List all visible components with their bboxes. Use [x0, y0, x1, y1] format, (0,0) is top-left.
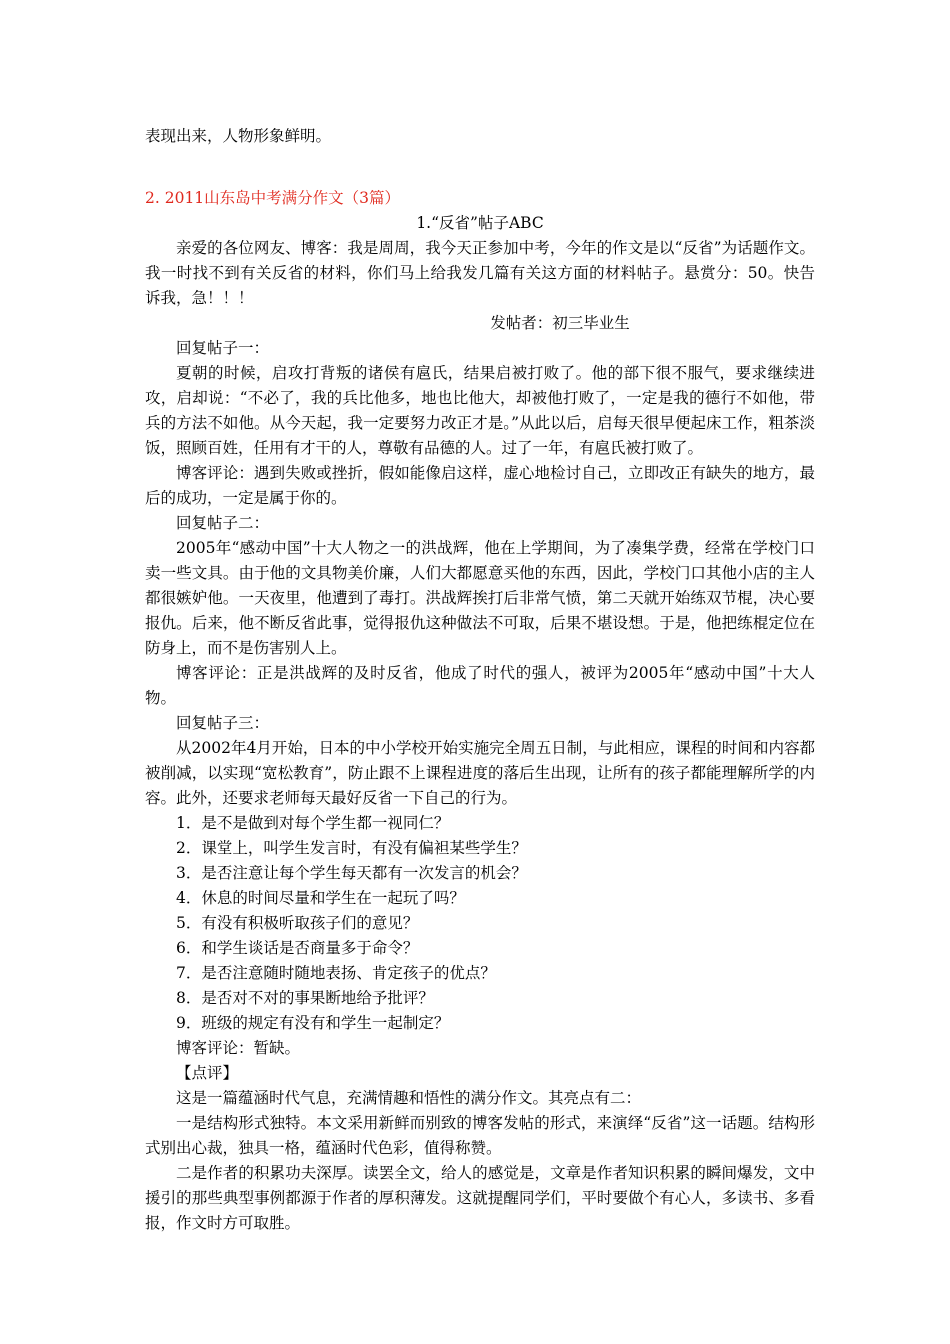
reply3-body: 从2002年4月开始，日本的中小学校开始实施完全周五日制，与此相应，课程的时间和内容都被削减，以实现“宽松教育”，防止跟不上课程进度的落后生出现，让所有的孩子都能理解所学的内容。此外，还要求老师每天最好反省一下自己的行为。 — [145, 739, 815, 807]
reply2-body: 2005年“感动中国”十大人物之一的洪战辉，他在上学期间，为了凑集学费，经常在学校门口卖一些文具。由于他的文具物美价廉，人们大都愿意买他的东西，因此，学校门口其他小店的主人都很嫉妒他。一天夜里，他遭到了毒打。洪战辉挨打后非常气愤，第二天就开始练双节棍，决心要报仇。后来，他不断反省此事，觉得报仇这种做法不可取，后果不堪设想。于是，他把练棍定位在防身上，而不是伤害别人上。 — [145, 539, 815, 657]
list-item: 8．是否对不对的事果断地给予批评？ — [176, 989, 434, 1007]
section-heading: 2. 2011山东岛中考满分作文（3篇） — [145, 189, 401, 207]
list-item: 6．和学生谈话是否商量多于命令？ — [176, 939, 419, 957]
reply2-label: 回复帖子二： — [176, 514, 270, 532]
list-item: 1．是不是做到对每个学生都一视同仁？ — [176, 814, 450, 832]
list-item: 7．是否注意随时随地表扬、肯定孩子的优点？ — [176, 964, 496, 982]
list-item: 4．休息的时间尽量和学生在一起玩了吗？ — [176, 889, 465, 907]
list-item: 3．是否注意让每个学生每天都有一次发言的机会？ — [176, 864, 527, 882]
poster-line: 发帖者：初三毕业生 — [490, 314, 630, 332]
reply1-comment: 博客评论：遇到失败或挫折，假如能像启这样，虚心地检讨自己，立即改正有缺失的地方，最后的成功，一定是属于你的。 — [145, 464, 815, 507]
intro-tail: 表现出来，人物形象鲜明。 — [145, 127, 332, 145]
review-intro: 这是一篇蕴涵时代气息，充满情趣和悟性的满分作文。其亮点有二： — [176, 1089, 642, 1107]
document-body — [145, 124, 815, 1236]
list-item: 9．班级的规定有没有和学生一起制定？ — [176, 1014, 450, 1032]
opening-paragraph: 亲爱的各位网友、博客：我是周周，我今天正参加中考，今年的作文是以“反省”为话题作文。我一时找不到有关反省的材料，你们马上给我发几篇有关这方面的材料帖子。悬赏分：50。快告诉我，急！！！ — [145, 239, 815, 307]
article-title: 1.“反省”帖子ABC — [416, 214, 544, 232]
spacer — [145, 149, 815, 174]
spacer — [145, 174, 815, 186]
list-item: 2．课堂上，叫学生发言时，有没有偏袒某些学生？ — [176, 839, 527, 857]
reply3-label: 回复帖子三： — [176, 714, 270, 732]
list-item: 5．有没有积极听取孩子们的意见？ — [176, 914, 419, 932]
review-point-2: 二是作者的积累功夫深厚。读罢全文，给人的感觉是，文章是作者知识积累的瞬间爆发，文中援引的那些典型事例都源于作者的厚积薄发。这就提醒同学们，平时要做个有心人，多读书、多看报，作文时方可取胜。 — [145, 1164, 815, 1232]
review-point-1: 一是结构形式独特。本文采用新鲜而别致的博客发帖的形式，来演绎“反省”这一话题。结构形式别出心裁，独具一格，蕴涵时代色彩，值得称赞。 — [145, 1114, 815, 1157]
reply2-comment: 博客评论：正是洪战辉的及时反省，他成了时代的强人，被评为2005年“感动中国”十大人物。 — [145, 664, 815, 707]
reply3-comment: 博客评论：暂缺。 — [176, 1039, 301, 1057]
reply1-label: 回复帖子一： — [176, 339, 270, 357]
review-label: 【点评】 — [176, 1064, 239, 1082]
checklist — [145, 811, 815, 1036]
reply1-body: 夏朝的时候，启攻打背叛的诸侯有扈氏，结果启被打败了。他的部下很不服气，要求继续进攻，启却说：“不必了，我的兵比他多，地也比他大，却被他打败了，一定是我的德行不如他，带兵的方法不如他。从今天起，我一定要努力改正才是。”从此以后，启每天很早便起床工作，粗茶淡饭，照顾百姓，任用有才干的人，尊敬有品德的人。过了一年，有扈氏被打败了。 — [145, 364, 815, 457]
